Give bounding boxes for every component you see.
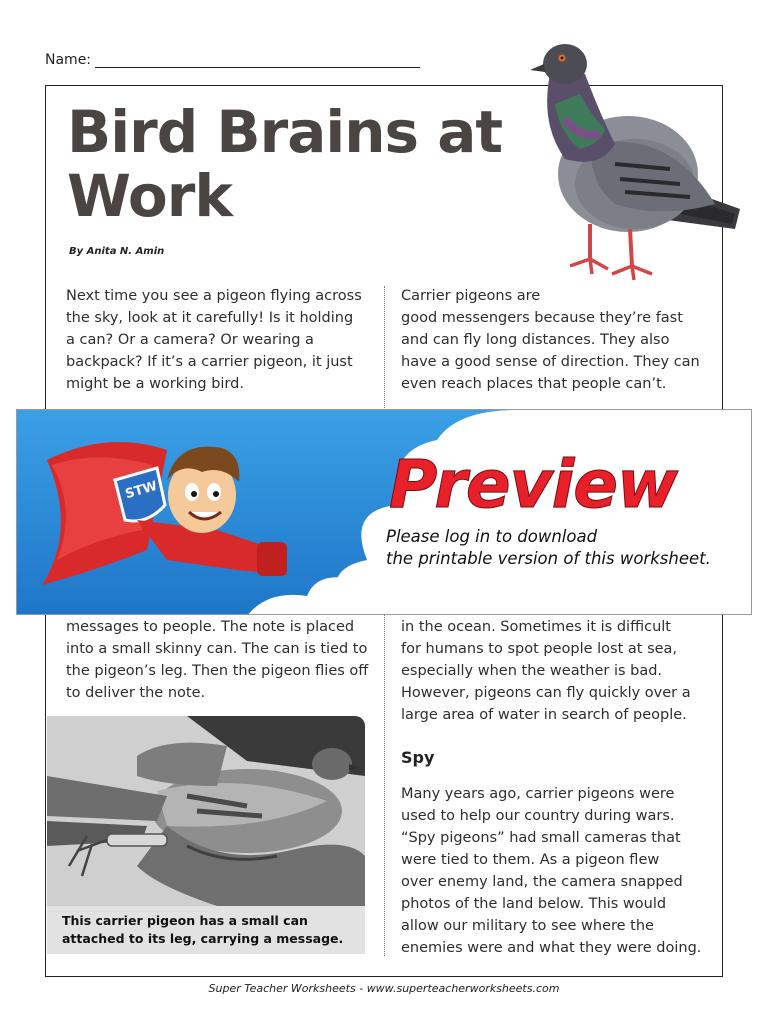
text-line: into a small skinny can. The can is tied to xyxy=(66,641,368,657)
text-line: Carrier pigeons are xyxy=(401,288,541,304)
right-paragraph-2 xyxy=(401,616,716,726)
caption-line-1: This carrier pigeon has a small can xyxy=(62,913,308,928)
text-line: large area of water in search of people. xyxy=(401,707,687,723)
preview-message-line-1: Please log in to download xyxy=(386,527,598,546)
text-line: “Spy pigeons” had small cameras that xyxy=(401,830,681,846)
name-label: Name: xyxy=(45,52,92,68)
text-line: the pigeon’s leg. Then the pigeon flies off xyxy=(66,663,369,679)
text-line: used to help our country during wars. xyxy=(401,808,675,824)
name-field xyxy=(45,52,420,68)
text-line: Next time you see a pigeon flying across xyxy=(66,288,362,304)
right-paragraph-1 xyxy=(401,285,716,395)
text-line: to deliver the note. xyxy=(66,685,206,701)
text-line: good messengers because they’re fast xyxy=(401,310,683,326)
footer-separator: - xyxy=(355,982,367,995)
preview-title: Preview xyxy=(389,446,678,523)
text-line: a can? Or a camera? Or wearing a xyxy=(66,332,314,348)
pigeon-illustration xyxy=(520,34,745,284)
text-line: enemies were and what they were doing. xyxy=(401,940,702,956)
text-line: especially when the weather is bad. xyxy=(401,663,663,679)
text-line: over enemy land, the camera snapped xyxy=(401,874,683,890)
text-line: might be a working bird. xyxy=(66,376,244,392)
text-line: allow our military to see where the xyxy=(401,918,654,934)
text-line: were tied to them. As a pigeon flew xyxy=(401,852,660,868)
column-divider xyxy=(384,286,385,956)
title-line-2: Work xyxy=(67,162,232,230)
text-line: messages to people. The note is placed xyxy=(66,619,355,635)
text-line: the sky, look at it carefully! Is it holding xyxy=(66,310,354,326)
footer-brand: Super Teacher Worksheets xyxy=(208,982,356,995)
text-line: However, pigeons can fly quickly over a xyxy=(401,685,691,701)
photo-caption xyxy=(62,912,362,948)
shield-text: STW xyxy=(123,478,160,503)
name-underline xyxy=(95,53,420,68)
text-line: for humans to spot people lost at sea, xyxy=(401,641,678,657)
footer-url[interactable]: www.superteacherworksheets.com xyxy=(366,982,560,995)
page-title xyxy=(67,100,527,228)
text-line: in the ocean. Sometimes it is difficult xyxy=(401,619,671,635)
spy-heading: Spy xyxy=(401,748,435,767)
footer xyxy=(0,982,768,995)
preview-message-line-2: the printable version of this worksheet. xyxy=(386,549,711,568)
text-line: have a good sense of direction. They can xyxy=(401,354,700,370)
title-line-1: Bird Brains at xyxy=(67,98,503,166)
text-line: and can fly long distances. They also xyxy=(401,332,670,348)
right-paragraph-3 xyxy=(401,783,716,959)
caption-line-2: attached to its leg, carrying a message. xyxy=(62,931,344,946)
text-line: even reach places that people can’t. xyxy=(401,376,667,392)
text-line: photos of the land below. This would xyxy=(401,896,667,912)
left-paragraph-1 xyxy=(66,285,378,395)
left-paragraph-2 xyxy=(66,616,378,704)
preview-message xyxy=(386,526,711,570)
byline: By Anita N. Amin xyxy=(69,246,165,257)
text-line: backpack? If it’s a carrier pigeon, it just xyxy=(66,354,353,370)
text-line: Many years ago, carrier pigeons were xyxy=(401,786,675,802)
